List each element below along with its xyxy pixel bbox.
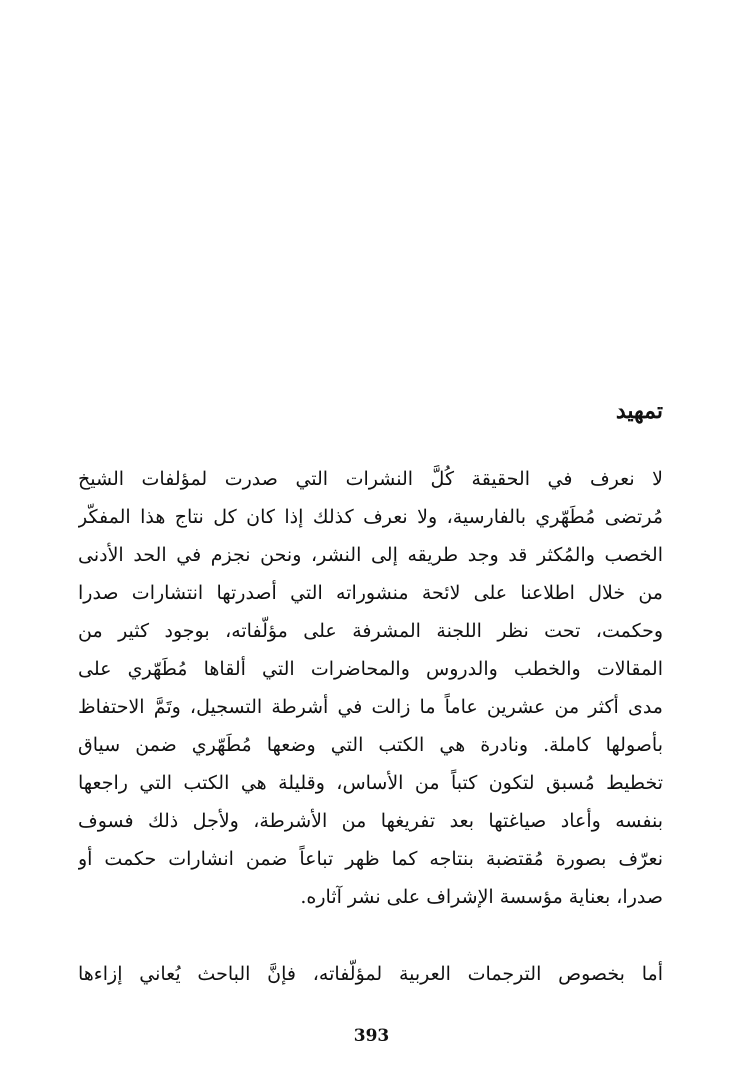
text-line: الخصب والمُكثر قد وجد طريقه إلى النشر، ونحن نجزم في الحد الأدنى — [78, 544, 663, 566]
text-line: لا نعرف في الحقيقة كُلَّ النشرات التي صدرت لمؤلفات الشيخ — [78, 468, 663, 490]
text-line: تخطيط مُسبق لتكون كتباً من الأساس، وقليلة هي الكتب التي راجعها — [78, 772, 663, 794]
text-line: المقالات والخطب والدروس والمحاضرات التي ألقاها مُطَهّري على — [78, 658, 663, 680]
paragraph-2 — [78, 955, 663, 993]
text-line: بنفسه وأعاد صياغتها بعد تفريغها من الأشرطة، ولأجل ذلك فسوف — [78, 810, 663, 832]
section-heading: تمهيد — [615, 398, 663, 424]
text-line: نعرّف بصورة مُقتضبة بنتاجه كما ظهر تباعاً ضمن انشارات حكمت أو — [78, 848, 663, 870]
text-line: بأصولها كاملة. ونادرة هي الكتب التي وضعها مُطَهّري ضمن سياق — [78, 734, 663, 756]
text-line: وحكمت، تحت نظر اللجنة المشرفة على مؤلّفاته، بوجود كثير من — [78, 620, 663, 642]
text-line: مدى أكثر من عشرين عاماً ما زالت في أشرطة التسجيل، وتَمَّ الاحتفاظ — [78, 696, 663, 718]
text-line: صدرا، بعناية مؤسسة الإشراف على نشر آثاره. — [300, 886, 663, 908]
page-number: 393 — [353, 1026, 390, 1046]
text-line: من خلال اطلاعنا على لائحة منشوراته التي أصدرتها انتشارات صدرا — [78, 582, 663, 604]
text-line: أما بخصوص الترجمات العربية لمؤلّفاته، فإنَّ الباحث يُعاني إزاءها — [78, 963, 663, 985]
paragraph-1 — [78, 460, 663, 916]
text-line: مُرتضى مُطَهّري بالفارسية، ولا نعرف كذلك إذا كان كل نتاج هذا المفكّر — [78, 506, 663, 528]
